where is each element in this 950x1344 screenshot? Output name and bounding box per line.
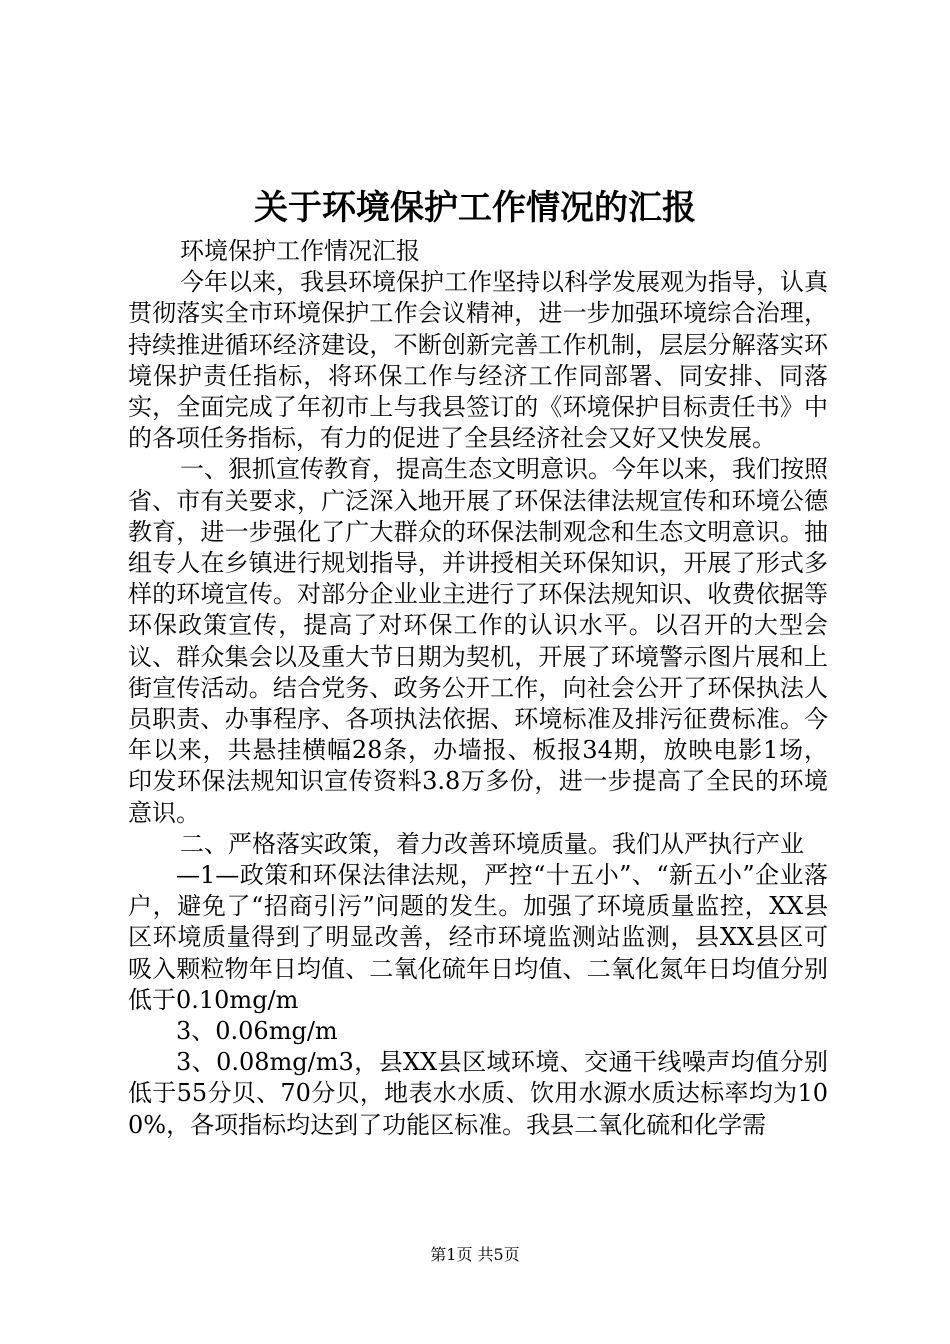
measurement-paragraph: 3、0.08mg/m3，县XX县区域环境、交通干线噪声均值分别低于55分贝、70分贝，地表水水质、饮用水源水质达标率均为100%，各项指标均达到了功能区标准。我县二氧化硫和化学需 bbox=[128, 1048, 828, 1139]
page-footer: 第1页 共5页 bbox=[430, 1245, 520, 1264]
document-title: 关于环境保护工作情况的汇报 bbox=[254, 188, 696, 228]
section-two-paragraph: 二、严格落实政策，着力改善环境质量。我们从严执行产业 bbox=[180, 829, 804, 858]
intro-paragraph: 今年以来，我县环境保护工作坚持以科学发展观为指导，认真贯彻落实全市环境保护工作会议精神，进一步加强环境综合治理，持续推进循环经济建设，不断创新完善工作机制，层层分解落实环境保护责任指标，将环保工作与经济工作同部署、同安排、同落实，全面完成了年初市上与我县签订的《环境保护目标责任书》中的各项任务指标，有力的促进了全县经济社会又好又快发展。 bbox=[128, 268, 828, 453]
subtitle-paragraph: 环境保护工作情况汇报 bbox=[180, 237, 420, 265]
section-one-paragraph: 一、狠抓宣传教育，提高生态文明意识。今年以来，我们按照省、市有关要求，广泛深入地开展了环保法律法规宣传和环境公德教育，进一步强化了广大群众的环保法制观念和生态文明意识。抽组专人在乡镇进行规划指导，并讲授相关环保知识，开展了形式多样的环境宣传。对部分企业业主进行了环保法规知识、收费依据等环保政策宣传，提高了对环保工作的认识水平。以召开的大型会议、群众集会以及重大节日期为契机，开展了环境警示图片展和上街宣传活动。结合党务、政务公开工作，向社会公开了环保执法人员职责、办事程序、各项执法依据、环境标准及排污征费标准。今年以来，共悬挂横幅28条，办墙报、板报34期，放映电影1场，印发环保法规知识宣传资料3.8万多份，进一步提高了全民的环境意识。 bbox=[128, 455, 828, 827]
section-two-continued-paragraph: —1—政策和环保法律法规，严控“十五小”、“新五小”企业落户，避免了“招商引污”问题的发生。加强了环境质量监控，XX县区环境质量得到了明显改善，经市环境监测站监测，县XX县区可吸入颗粒物年日均值、二氧化硫年日均值、二氧化氮年日均值分别低于0.10mg/m bbox=[128, 861, 828, 1014]
document-body bbox=[128, 236, 828, 1141]
measurement-line: 3、0.06mg/m bbox=[176, 1017, 338, 1046]
